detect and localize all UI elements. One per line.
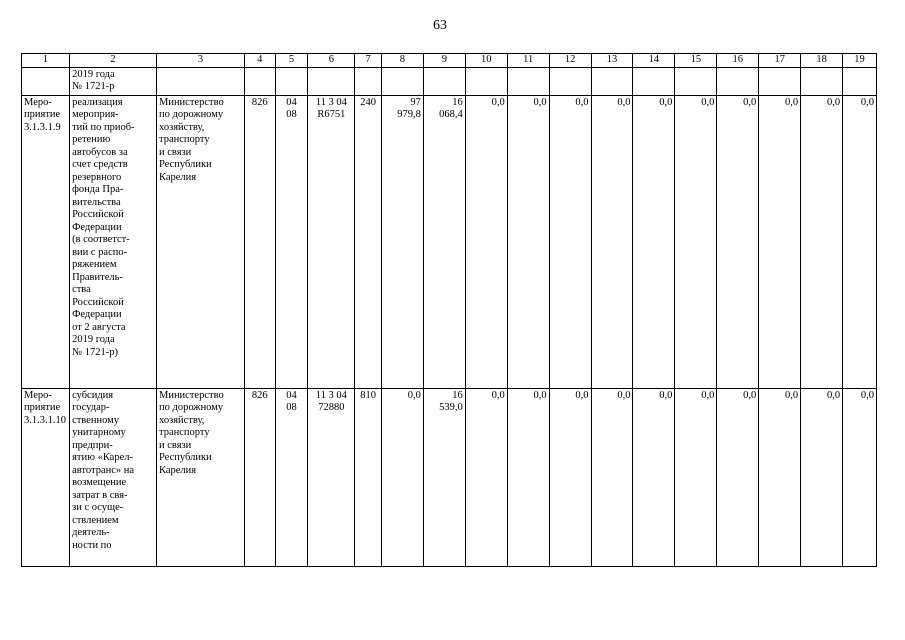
activity-code-cell: Меро- приятие 3.1.3.1.10 <box>22 388 70 566</box>
table-cell <box>156 67 244 95</box>
table-cell: 0,0 <box>633 95 675 388</box>
table-cell: 0,0 <box>717 388 759 566</box>
table-cell: 0,0 <box>591 388 633 566</box>
table-cell: 0,0 <box>843 95 877 388</box>
table-cell <box>549 67 591 95</box>
header-cell: 6 <box>308 54 355 68</box>
header-cell: 5 <box>275 54 308 68</box>
table-row <box>22 95 877 388</box>
activity-description-cell: субсидия государ- ственному унитарному предпри- ятию «Карел- автотранс» на возмещение затрат в свя- зи с осуще- ствлением деятель- ности по <box>70 388 157 566</box>
table-cell: 0,0 <box>549 95 591 388</box>
header-cell: 13 <box>591 54 633 68</box>
table-cell <box>591 67 633 95</box>
responsible-executor-cell: Министерство по дорожному хозяйству, транспорту и связи Республики Карелия <box>156 388 244 566</box>
table-cell: 0,0 <box>717 95 759 388</box>
header-cell: 15 <box>675 54 717 68</box>
table-cell: 826 <box>244 388 275 566</box>
table-cell: 0,0 <box>801 388 843 566</box>
header-cell: 2 <box>70 54 157 68</box>
table-cell: 0,0 <box>759 388 801 566</box>
table-cell <box>801 67 843 95</box>
table-cell <box>355 67 382 95</box>
table-cell: 04 08 <box>275 95 308 388</box>
header-cell: 12 <box>549 54 591 68</box>
table-cell <box>759 67 801 95</box>
table-cell: 11 3 04 R6751 <box>308 95 355 388</box>
table-cell: 826 <box>244 95 275 388</box>
header-row <box>22 54 877 68</box>
table-cell <box>275 67 308 95</box>
table-cell: 16 068,4 <box>423 95 465 388</box>
header-cell: 14 <box>633 54 675 68</box>
table-cell: 0,0 <box>507 388 549 566</box>
table-cell <box>717 67 759 95</box>
table-cell: 11 3 04 72880 <box>308 388 355 566</box>
table-cell: 04 08 <box>275 388 308 566</box>
table-cell <box>843 67 877 95</box>
activity-code-cell: Меро- приятие 3.1.3.1.9 <box>22 95 70 388</box>
header-cell: 1 <box>22 54 70 68</box>
table-cell: 97 979,8 <box>381 95 423 388</box>
table-cell: 0,0 <box>465 95 507 388</box>
header-cell: 4 <box>244 54 275 68</box>
header-cell: 9 <box>423 54 465 68</box>
header-cell: 11 <box>507 54 549 68</box>
header-cell: 17 <box>759 54 801 68</box>
header-cell: 8 <box>381 54 423 68</box>
header-cell: 10 <box>465 54 507 68</box>
table-cell: 16 539,0 <box>423 388 465 566</box>
table-cell <box>423 67 465 95</box>
header-cell: 3 <box>156 54 244 68</box>
table-cell: 240 <box>355 95 382 388</box>
continuation-row <box>22 67 877 95</box>
page-number: 63 <box>433 18 447 33</box>
table-cell: 0,0 <box>801 95 843 388</box>
header-cell: 19 <box>843 54 877 68</box>
table-cell: 0,0 <box>549 388 591 566</box>
table-cell: 0,0 <box>591 95 633 388</box>
table-cell <box>675 67 717 95</box>
table-cell: 0,0 <box>675 95 717 388</box>
table-cell: 0,0 <box>675 388 717 566</box>
table-cell <box>633 67 675 95</box>
header-cell: 7 <box>355 54 382 68</box>
table-cell: 0,0 <box>507 95 549 388</box>
header-cell: 16 <box>717 54 759 68</box>
budget-table <box>21 53 877 567</box>
table-cell: 2019 года № 1721-р <box>70 67 157 95</box>
table-cell: 810 <box>355 388 382 566</box>
table-cell: 0,0 <box>465 388 507 566</box>
table-cell <box>244 67 275 95</box>
table-cell: 0,0 <box>381 388 423 566</box>
table-cell: 0,0 <box>633 388 675 566</box>
table-cell: 0,0 <box>843 388 877 566</box>
table-cell <box>308 67 355 95</box>
table-cell <box>381 67 423 95</box>
table-cell <box>22 67 70 95</box>
table-cell: 0,0 <box>759 95 801 388</box>
table-cell <box>507 67 549 95</box>
responsible-executor-cell: Министерство по дорожному хозяйству, транспорту и связи Республики Карелия <box>156 95 244 388</box>
table-row <box>22 388 877 566</box>
activity-description-cell: реализация мероприя- тий по приоб- ретению автобусов за счет средств резервного фонда Пра- вительства Российской Федерации (в соответст- вии с распо- ряжением Правитель- ства Российской Федерации от 2 августа 2019 года № 1721-р) <box>70 95 157 388</box>
header-cell: 18 <box>801 54 843 68</box>
table-cell <box>465 67 507 95</box>
